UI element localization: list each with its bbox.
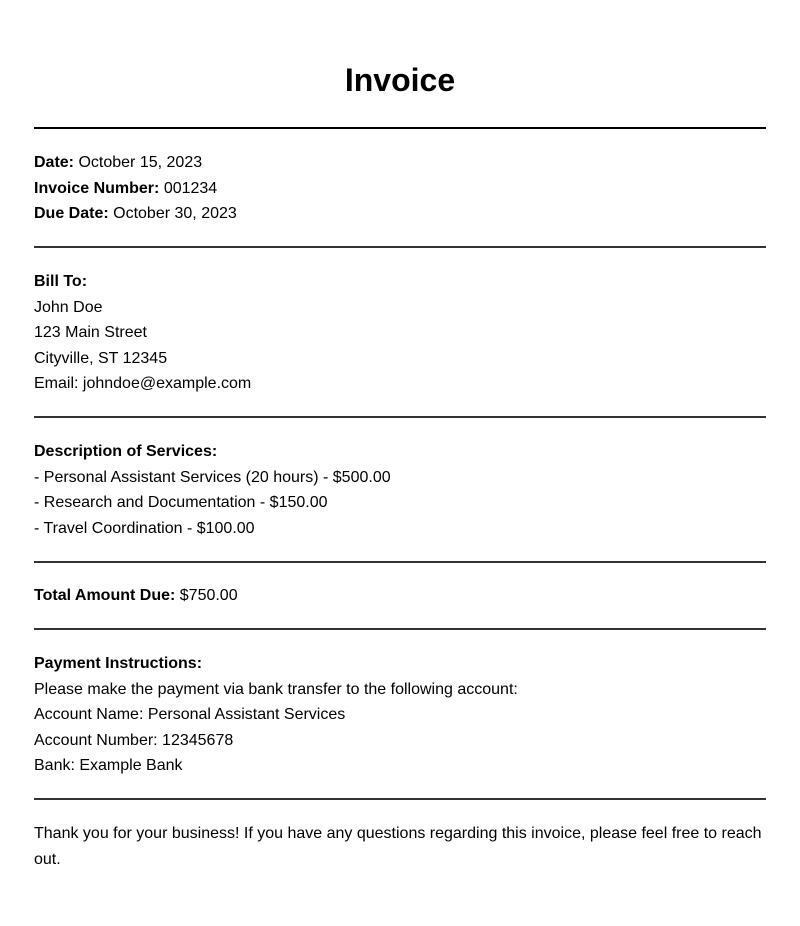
payment-intro: Please make the payment via bank transfer to the following account: [34,680,518,698]
account-number: Account Number: 12345678 [34,731,234,749]
due-date-value: October 30, 2023 [113,205,237,223]
invoice-number-label: Invoice Number: [34,179,160,197]
total-value: $750.00 [179,587,238,604]
bill-to-name: John Doe [34,298,103,316]
total-row [34,583,766,609]
bill-to-section [34,269,766,397]
bank-name: Bank: Example Bank [34,757,183,775]
invoice-title: Invoice [344,62,456,98]
bill-to-heading: Bill To: [34,273,88,290]
service-item: - Personal Assistant Services (20 hours) - $500.00 [34,468,391,486]
date-value: October 15, 2023 [78,154,203,171]
bill-to-street: 123 Main Street [34,324,147,342]
invoice-number-value: 001234 [163,179,218,197]
payment-heading: Payment Instructions: [34,655,203,672]
services-heading: Description of Services: [34,443,218,460]
invoice-meta [34,150,766,227]
services-divider [34,561,766,563]
payment-divider [34,798,766,800]
date-row [34,150,766,176]
bill-to-city: Cityville, ST 12345 [34,349,168,367]
closing-section [34,821,766,872]
due-date-row [34,201,766,227]
invoice-number-row [34,176,766,202]
closing-message: Thank you for your business! If you have any questions regarding this invoice, please feel free to reach out. [34,825,762,868]
service-item: - Travel Coordination - $100.00 [34,519,255,537]
services-section [34,439,766,541]
total-label: Total Amount Due: [34,587,176,604]
payment-section [34,651,766,779]
account-name: Account Name: Personal Assistant Services [34,706,346,724]
bill-to-email: Email: johndoe@example.com [34,375,252,393]
meta-divider [34,246,766,248]
total-divider [34,628,766,630]
bill-to-divider [34,416,766,418]
title-divider [34,127,766,129]
due-date-label: Due Date: [34,205,109,223]
service-item: - Research and Documentation - $150.00 [34,494,328,512]
date-label: Date: [34,154,75,171]
total-section [34,583,766,609]
